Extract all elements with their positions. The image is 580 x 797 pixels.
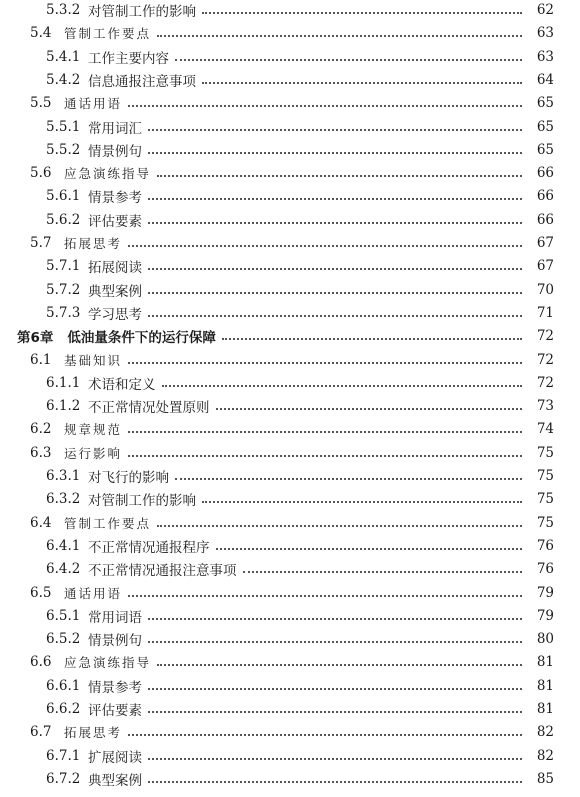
toc-entry-title: 典型案例 [88,283,142,300]
toc-entry-number: 6.7 [30,724,52,741]
toc-entry-title: 不正常情况处置原则 [88,400,210,417]
toc-entry-page: 82 [536,747,554,764]
toc-entry[interactable] [0,582,580,604]
toc-entry-page: 73 [536,398,554,415]
dot-leader [175,59,522,61]
toc-entry[interactable] [0,255,580,277]
toc-entry-number: 6.7.2 [46,770,81,787]
toc-entry[interactable] [0,651,580,673]
toc-entry[interactable] [0,605,580,627]
toc-entry[interactable] [0,22,580,44]
toc-entry[interactable] [0,349,580,371]
toc-entry-title: 不正常情况通报注意事项 [88,563,237,580]
toc-entry-number: 5.6 [30,165,52,182]
toc-entry-page: 64 [536,71,554,88]
toc-entry-page: 66 [536,165,554,182]
toc-entry[interactable] [0,302,580,324]
toc-entry-title: 不正常情况通报程序 [88,539,210,556]
toc-entry-title: 评估要素 [88,703,142,719]
toc-entry-page: 82 [536,724,554,741]
toc-entry-number: 6.2 [30,421,52,438]
toc-entry-number: 6.3.1 [46,468,81,484]
dot-leader [148,292,522,294]
dot-leader [128,455,522,457]
toc-entry-title: 工作主要内容 [88,50,169,67]
toc-entry-number: 6.1.2 [46,398,81,415]
toc-entry[interactable] [0,92,580,114]
toc-entry-title: 对管制工作的影响 [88,4,196,20]
toc-entry-title: 运行影响 [64,445,123,461]
toc-entry-page: 76 [536,537,554,554]
toc-entry-title: 情景例句 [88,143,142,160]
toc-entry-page: 65 [536,95,554,112]
toc-entry-page: 79 [536,584,554,601]
toc-entry-page: 72 [536,374,554,391]
dot-leader [148,781,522,783]
toc-entry-page: 81 [536,701,554,717]
toc-entry-number: 5.5.2 [46,141,81,158]
dot-leader [157,175,522,177]
toc-entry-page: 63 [536,48,554,65]
toc-entry[interactable] [0,209,580,231]
toc-entry-title: 术语和定义 [88,376,156,393]
dot-leader [216,408,523,410]
toc-entry[interactable] [0,721,580,743]
toc-entry-number: 5.7.1 [46,258,81,275]
dot-leader [148,618,522,620]
toc-entry-number: 5.6.1 [46,188,81,205]
toc-entry[interactable] [0,488,580,510]
toc-entry[interactable] [0,768,580,790]
toc-entry-page: 65 [536,118,554,135]
dot-leader [148,198,522,200]
toc-entry-page: 75 [536,468,554,484]
toc-entry-page: 85 [536,770,554,787]
dot-leader [148,268,522,270]
toc-entry-title: 拓展思考 [64,236,123,251]
toc-entry-number: 5.3.2 [46,2,81,18]
dot-leader [128,734,522,736]
toc-entry-page: 62 [536,2,554,18]
toc-entry-title: 通话用语 [64,96,123,112]
toc-entry-number: 6.7.1 [46,747,81,764]
toc-entry[interactable] [0,69,580,91]
toc-entry[interactable] [0,232,580,254]
toc-entry-number: 6.6 [30,654,52,671]
dot-leader [148,641,522,643]
toc-entry-number: 6.5 [30,584,52,601]
toc-entry[interactable] [0,442,580,464]
toc-entry-title: 情景参考 [88,679,142,696]
toc-entry[interactable] [0,162,580,184]
toc-entry-page: 74 [536,421,554,438]
toc-entry-page: 65 [536,141,554,158]
dot-leader [128,105,522,107]
toc-entry-number: 5.4.2 [46,71,81,88]
toc-entry-title: 拓展阅读 [88,260,142,277]
toc-entry-number: 6.1.1 [46,374,81,391]
toc-entry-number: 6.3.2 [46,491,81,508]
dot-leader [148,315,522,317]
toc-entry-number: 5.4 [30,25,52,42]
toc-entry[interactable] [0,279,580,301]
toc-entry-page: 63 [536,25,554,42]
toc-entry-title: 管制工作要点 [64,515,152,531]
toc-entry[interactable] [0,698,580,720]
toc-chapter-entry[interactable] [0,325,580,347]
toc-entry-title: 通话用语 [64,585,123,601]
toc-entry[interactable] [0,745,580,767]
dot-leader [202,12,522,14]
toc-entry-number: 6.6.1 [46,677,81,694]
toc-entry[interactable] [0,372,580,394]
dot-leader [202,82,522,84]
toc-entry-page: 79 [536,607,554,624]
toc-entry[interactable] [0,465,580,487]
toc-entry-page: 72 [536,328,554,345]
toc-entry[interactable] [0,185,580,207]
toc-entry-number: 5.6.2 [46,211,81,228]
toc-entry-page: 75 [536,491,554,508]
toc-entry[interactable] [0,675,580,697]
dot-leader [216,548,523,550]
toc-entry-page: 80 [536,631,554,648]
toc-entry[interactable] [0,116,580,138]
dot-leader [148,129,522,131]
dot-leader [128,595,522,597]
toc-entry-number: 6.5.2 [46,631,81,648]
dot-leader [157,525,522,527]
toc-entry-number: 6.3 [30,444,52,461]
toc-entry[interactable] [0,395,580,417]
toc-entry-page: 67 [536,258,554,275]
toc-entry-title: 学习思考 [88,306,142,323]
dot-leader [175,478,522,480]
toc-entry-page: 66 [536,211,554,228]
toc-entry-number: 6.4.1 [46,537,81,554]
dot-leader [148,711,522,713]
toc-entry-page: 81 [536,677,554,694]
dot-leader [157,35,522,37]
toc-entry-title: 管制工作要点 [64,26,152,42]
toc-entry-number: 5.5 [30,95,52,112]
toc-entry-title: 扩展阅读 [88,749,142,766]
toc-entry-title: 常用词语 [88,609,142,626]
toc-entry-page: 66 [536,188,554,205]
dot-leader [202,501,522,503]
toc-entry-page: 76 [536,561,554,578]
toc-entry-title: 低油量条件下的运行保障 [67,330,216,347]
dot-leader [148,222,522,224]
toc-entry-title: 评估要素 [88,213,142,230]
toc-entry-page: 81 [536,654,554,671]
dot-leader [148,152,522,154]
toc-entry[interactable] [0,46,580,68]
toc-entry-title: 应急演练指导 [64,166,152,182]
toc-entry-number: 6.1 [30,351,52,368]
toc-entry-title: 情景例句 [88,633,142,650]
dot-leader [222,338,522,340]
toc-entry-title: 基础知识 [64,352,123,368]
toc-entry-page: 72 [536,351,554,368]
dot-leader [148,688,522,690]
toc-entry-title: 常用词汇 [88,120,142,137]
toc-entry-title: 对飞行的影响 [88,470,169,486]
toc-entry-number: 5.4.1 [46,48,81,65]
toc-entry[interactable] [0,558,580,580]
toc-entry-title: 应急演练指导 [64,655,152,671]
toc-entry-number: 6.4 [30,514,52,531]
dot-leader [162,385,523,387]
dot-leader [243,571,523,573]
toc-entry-number: 6.4.2 [46,561,81,578]
toc-entry[interactable] [0,418,580,440]
toc-entry-number: 5.7 [30,235,52,251]
toc-entry-page: 67 [536,235,554,251]
toc-entry[interactable] [0,0,580,21]
dot-leader [157,664,522,666]
toc-entry-number: 第6章 [17,330,54,347]
toc-entry[interactable] [0,139,580,161]
toc-entry-page: 70 [536,281,554,298]
toc-entry-page: 75 [536,514,554,531]
toc-entry-title: 对管制工作的影响 [88,493,196,510]
toc-entry-title: 情景参考 [88,190,142,207]
toc-entry[interactable] [0,628,580,650]
toc-entry[interactable] [0,512,580,534]
toc-entry-page: 71 [536,304,554,321]
toc-entry-title: 信息通报注意事项 [88,73,196,90]
toc-entry-number: 5.7.3 [46,304,81,321]
dot-leader [128,431,522,433]
toc-entry-title: 典型案例 [88,772,142,789]
toc-entry-page: 75 [536,444,554,461]
dot-leader [128,245,522,247]
toc-entry-title: 规章规范 [64,422,123,438]
toc-entry-number: 5.5.1 [46,118,81,135]
dot-leader [148,758,522,760]
toc-entry[interactable] [0,535,580,557]
toc-entry-number: 6.5.1 [46,607,81,624]
toc-entry-title: 拓展思考 [64,725,123,741]
toc-entry-number: 6.6.2 [46,701,81,717]
dot-leader [128,362,522,364]
toc-entry-number: 5.7.2 [46,281,81,298]
